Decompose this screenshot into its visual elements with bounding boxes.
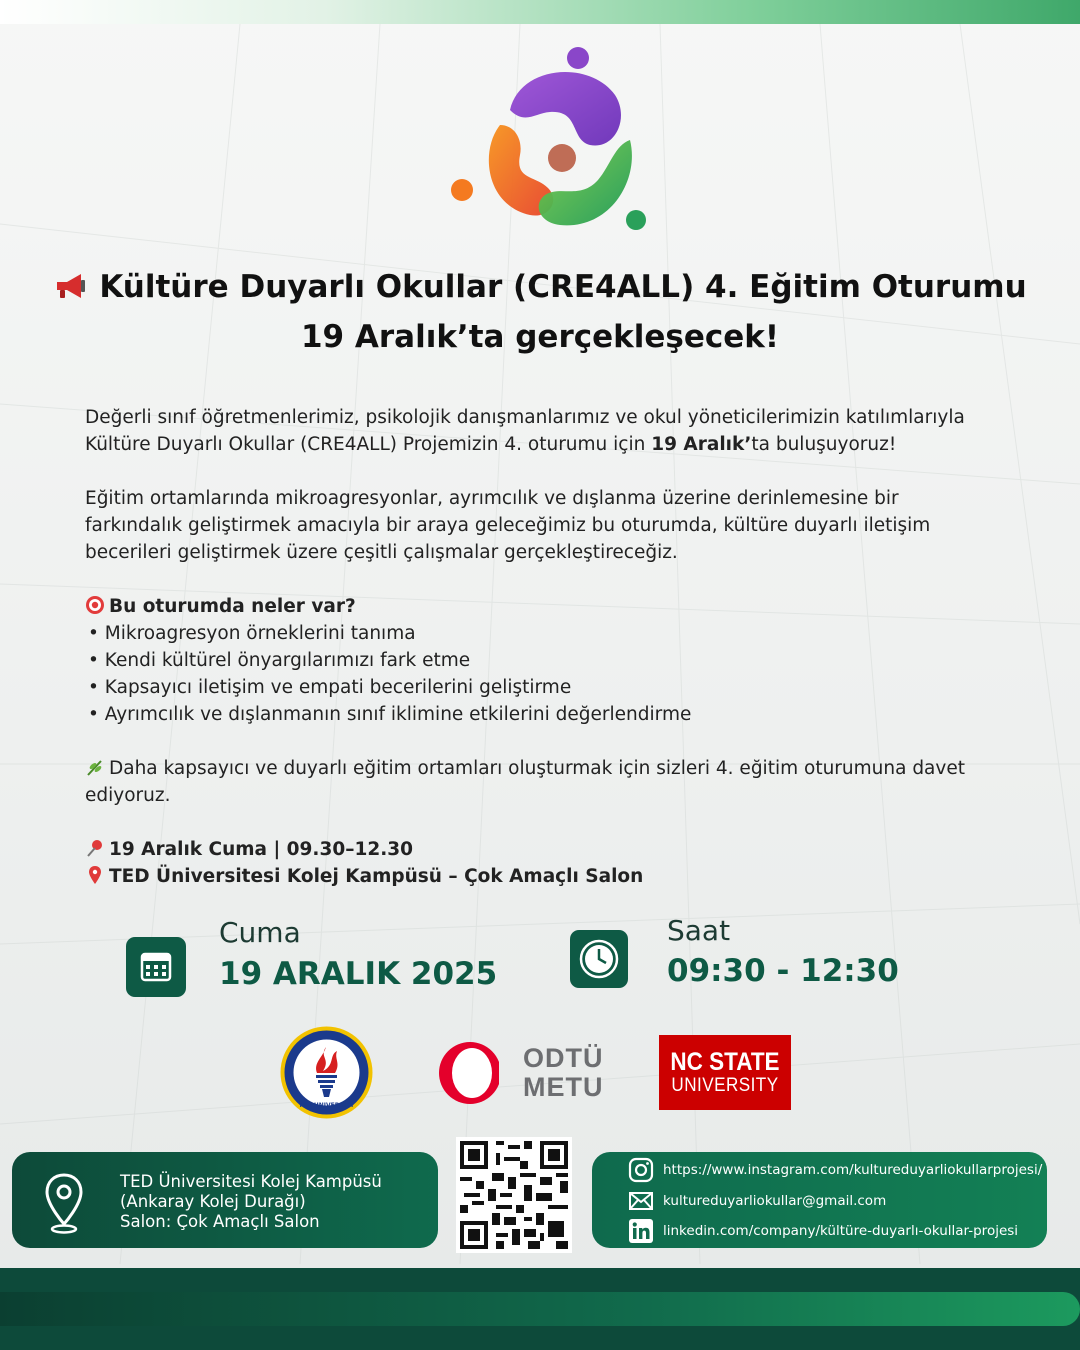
contacts-card (592, 1152, 1047, 1248)
odtu-text: ODTÜ (523, 1043, 604, 1073)
purpose-line-3: becerileri geliştirmek üzere çeşitli çalışmalar gerçekleştireceğiz. (85, 542, 678, 563)
address-card (12, 1152, 438, 1248)
time-value: 09:30 - 12:30 (667, 953, 899, 989)
address-line-1: TED Üniversitesi Kolej Kampüsü (120, 1172, 382, 1191)
address-line-3: Salon: Çok Amaçlı Salon (120, 1212, 320, 1231)
email-row[interactable] (628, 1188, 886, 1214)
metu-text: METU (523, 1072, 604, 1102)
purpose-line-2: farkındalık geliştirmek amacıyla bir araya geleceğimiz bu oturumda, kültüre duyarlı iletişim (85, 515, 931, 536)
sprout-icon (85, 757, 105, 777)
agenda-item: • Mikroagresyon örneklerini tanıma (88, 620, 1005, 647)
when-text: 19 Aralık Cuma | 09.30–12.30 (109, 839, 413, 860)
megaphone-icon (53, 272, 89, 300)
linkedin-link[interactable]: linkedin.com/company/kültüre-duyarlı-okullar-projesi (663, 1223, 1019, 1239)
map-pin-icon (42, 1172, 86, 1236)
agenda-item: • Kendi kültürel önyargılarımızı fark etme (88, 647, 1005, 674)
bottom-stripe (0, 1292, 1080, 1326)
intro-text: Kültüre Duyarlı Okullar (CRE4ALL) Projemizin 4. oturumu için (85, 434, 652, 455)
date-value: 19 ARALIK 2025 (219, 956, 498, 992)
instagram-icon (628, 1157, 654, 1183)
calendar-icon (126, 937, 186, 997)
agenda-item: • Kapsayıcı iletişim ve empati becerilerini geliştirme (88, 674, 1005, 701)
agenda-title: Bu oturumda neler var? (109, 596, 356, 617)
target-icon (85, 595, 105, 615)
agenda-list (85, 620, 1005, 728)
ted-ring-text: TED UNIVERSITY (298, 1102, 355, 1109)
intro-line-1: Değerli sınıf öğretmenlerimiz, psikolojik danışmanlarımız ve okul yöneticilerimizin katılımlarıyla (85, 407, 965, 428)
linkedin-row[interactable] (628, 1218, 1018, 1244)
clock-icon-box (570, 930, 628, 988)
headline-line-2: 19 Aralık’ta gerçekleşecek! (300, 319, 780, 355)
pushpin-icon (85, 838, 105, 858)
qr-code[interactable] (456, 1137, 572, 1253)
purpose-line-1: Eğitim ortamlarında mikroagresyonlar, ayrımcılık ve dışlanma üzerine derinlemesine bir (85, 488, 899, 509)
headline (40, 262, 1040, 362)
body-text (85, 404, 1005, 890)
where-row (85, 863, 1005, 890)
clock-icon (570, 930, 628, 988)
invite-line-2: ediyoruz. (85, 785, 171, 806)
date-day: Cuma (219, 916, 301, 949)
cre4all-logo (440, 40, 660, 240)
metu-emblem (433, 1041, 499, 1105)
linkedin-icon (628, 1218, 654, 1244)
odtu-metu-logo (433, 1041, 603, 1105)
when-row (85, 836, 1005, 863)
top-gradient-bar (0, 0, 1080, 24)
location-pin-icon (85, 865, 105, 885)
time-label: Saat (667, 914, 731, 947)
address-text (120, 1172, 382, 1232)
headline-text-1: Kültüre Duyarlı Okullar (CRE4ALL) 4. Eğitim Oturumu (99, 269, 1027, 305)
agenda-item: • Ayrımcılık ve dışlanmanın sınıf iklimine etkilerini değerlendirme (88, 701, 1005, 728)
address-line-2: (Ankaray Kolej Durağı) (120, 1192, 306, 1211)
ncstate-bottom: UNIVERSITY (671, 1075, 779, 1096)
calendar-icon-box (126, 937, 186, 997)
ted-university-logo (279, 1025, 374, 1120)
invite-text: Daha kapsayıcı ve duyarlı eğitim ortamları oluşturmak için sizleri 4. eğitim oturumuna davet (109, 758, 965, 779)
agenda-title-row (85, 593, 1005, 620)
ncstate-logo (659, 1035, 791, 1110)
headline-line-1 (40, 262, 1040, 312)
where-text: TED Üniversitesi Kolej Kampüsü – Çok Amaçlı Salon (109, 866, 644, 887)
email-link[interactable]: kultureduyarliokullar@gmail.com (663, 1193, 887, 1209)
mail-icon (628, 1190, 654, 1212)
invite-line-1 (85, 755, 1005, 782)
intro-line-2 (85, 431, 1005, 458)
instagram-link[interactable]: https://www.instagram.com/kultureduyarliokullarprojesi/ (663, 1162, 1043, 1178)
instagram-row[interactable] (628, 1157, 1042, 1183)
intro-date-bold: 19 Aralık’ (651, 434, 752, 455)
ncstate-top: NC STATE (670, 1048, 780, 1076)
intro-text-end: ta buluşuyoruz! (751, 434, 897, 455)
